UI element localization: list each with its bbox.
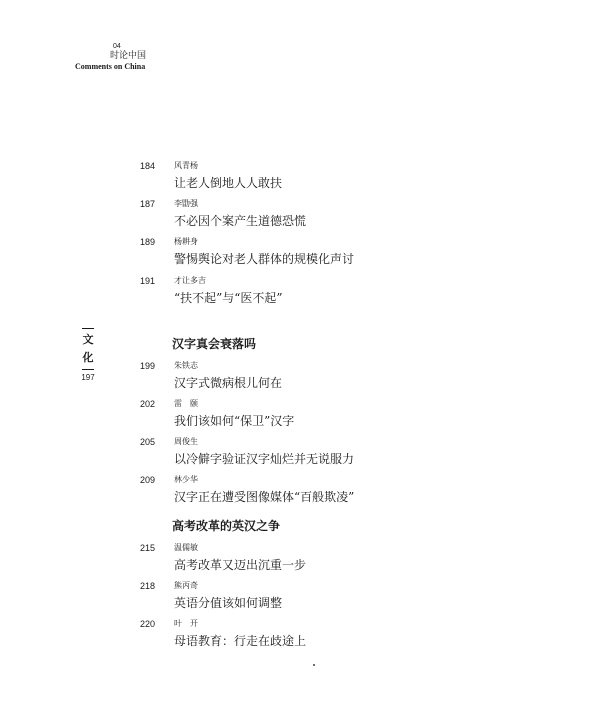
- article-title: 不必因个案产生道德恐慌: [174, 214, 307, 228]
- page-number: 205: [140, 437, 156, 447]
- page-number: 218: [140, 581, 156, 591]
- page-number: 220: [140, 619, 156, 629]
- section-heading[interactable]: 高考改革的英汉之争: [172, 519, 281, 533]
- page-number: 209: [140, 475, 156, 485]
- page-number: 187: [140, 199, 156, 209]
- book-title-cn: 时论中国: [110, 51, 147, 61]
- article-title: 让老人倒地人人敢扶: [174, 176, 283, 190]
- article-title: 警惕舆论对老人群体的规模化声讨: [174, 252, 355, 266]
- section-heading[interactable]: 汉字真会衰落吗: [172, 337, 257, 351]
- section-char-2: 化: [82, 351, 94, 364]
- article-title: 英语分值该如何调整: [174, 596, 283, 610]
- chapter-number: 04: [113, 43, 121, 50]
- article-title: “扶不起”与“医不起”: [174, 291, 283, 305]
- author: 温儒敏: [174, 543, 198, 552]
- page-number: 199: [140, 361, 156, 371]
- article-title: 高考改革又迈出沉重一步: [174, 558, 307, 572]
- author: 风青杨: [174, 161, 198, 170]
- author: 熊丙奇: [174, 581, 198, 590]
- running-header: [75, 43, 146, 72]
- author: 叶 开: [174, 619, 198, 628]
- article-title: 我们该如何“保卫”汉字: [174, 414, 295, 428]
- page-number: 189: [140, 237, 156, 247]
- book-title-en: Comments on China: [75, 62, 146, 71]
- author: 杨耕身: [174, 237, 198, 246]
- author: 才让多吉: [174, 276, 206, 285]
- author: 李勖强: [174, 199, 198, 208]
- page-number: 184: [140, 161, 156, 171]
- article-title: 母语教育：行走在歧途上: [174, 634, 307, 648]
- page-number: 202: [140, 399, 156, 409]
- section-page: 197: [81, 373, 95, 382]
- section-marker: [80, 328, 96, 383]
- author: 朱铁志: [174, 361, 198, 370]
- article-title: 汉字式微病根儿何在: [174, 376, 283, 390]
- page-number: 191: [140, 276, 156, 286]
- author: 周俊生: [174, 437, 198, 446]
- author: 林少华: [174, 475, 198, 484]
- article-title: 汉字正在遭受图像媒体“百般欺凌”: [174, 490, 355, 504]
- divider: [82, 369, 94, 370]
- page-number: 215: [140, 543, 156, 553]
- author: 雷 颐: [174, 399, 198, 408]
- article-title: 以冷僻字验证汉字灿烂并无说服力: [174, 452, 355, 466]
- divider: [82, 328, 94, 329]
- scan-speck: [313, 664, 315, 666]
- section-char-1: 文: [82, 333, 94, 346]
